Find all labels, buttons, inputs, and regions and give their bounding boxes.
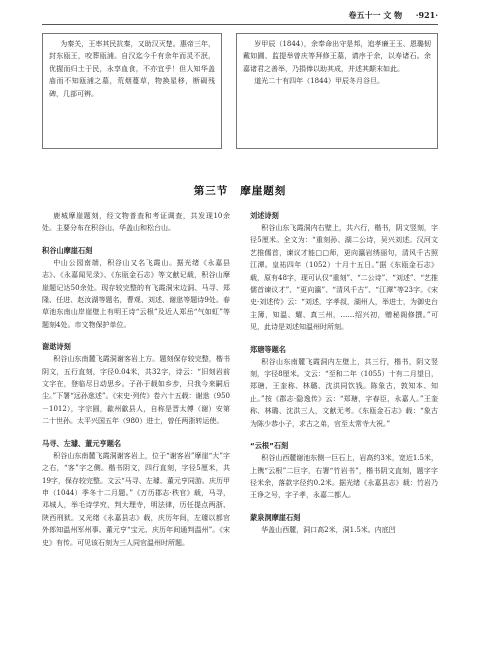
entry-title: 刘述诗刻 <box>250 211 279 220</box>
top-right-box <box>236 33 438 149</box>
right-column <box>250 210 438 536</box>
top-right-date: 道光二十有四年（1844）甲辰冬月谷旦。 <box>254 77 385 86</box>
section-number: 第三节 <box>193 185 229 197</box>
entry-text: 华盖山西麓，洞口高2米，洞1.5米。内底凹 <box>261 525 396 534</box>
running-header <box>349 10 438 21</box>
entry-title: 郑瑭等题名 <box>250 344 286 354</box>
section-heading <box>0 183 480 198</box>
section-title: 摩崖题刻 <box>240 185 287 197</box>
entry-text: 积谷山东南麓飞霞洞谢客岩上，位于“谢客岩”摩崖“大”字之右，“客”字之侧。楷书阴文，四行直刻，字径5厘米，共19字，保存较完整。文云“马寻、左璩、董元亨同游。庆历甲申（1044）季冬十二月题。”《万历郡志·秩官》载，马寻，邓城人，举毛诗学究，判大理寺，明法律，历任提点两浙、陕西刑狱。又光绪《永嘉县志》载，庆历年间，左璩以都官外郎知温州军州事。董元亨“宝元、庆历年间通判温州”。《宋史》有传。可见该石刻为三人同官温州时所题。 <box>42 451 230 547</box>
chapter-title: 卷五十一 文 物 <box>348 10 403 20</box>
entry-title: 谢逖诗刻 <box>42 342 71 352</box>
top-left-paragraph: 为秦关，王率其民抗秦，又助汉灭楚。惠帝三年，封东瓯王，咬葬瓯浦。自汉迄今千有余年而灵不泯，优握而归土于民，永享血食，不亦宜乎！但人知华盖庙而不知瓯浦之墓，荒烟蔓草，物换星移，断碣残碑，几部可辨。 <box>49 40 215 98</box>
entry-title: 蒙泉洞摩崖石刻 <box>250 512 301 522</box>
page-number: ·921· <box>415 10 438 20</box>
header-rule <box>42 24 438 25</box>
entry-text: 中山公园南端，积谷山又名飞霞山。据光绪《永嘉县志》、《永嘉闻见录》、《东瓯金石志》等文献记载，积谷山摩崖题记达50余处。现存较完整的有飞霞洞宋边洞、马寻、郑隆、任进、赵汝湖等题名，曹观、刘述、谢逖等题诗9处。春草池东南山岸崖壁上有明王诗“云根”及近人郑岳“气如虹”等题刻4处。市文物保护单位。 <box>42 258 230 329</box>
entry-title: 马寻、左璩、董元亨题名 <box>42 438 122 448</box>
left-column <box>42 210 230 549</box>
top-right-paragraph: 岁甲辰（1844），余奉命出守是邦，追孝廉王玉、恩璐韧戴如圃、监提举曾庆等拜修王墓，请序于余，以寿诸石。余嘉诸君之善举，乃捐俸以助其成，并述其颠末如此。 <box>243 40 431 73</box>
entry-text: 积谷山西麓谢池东侧一巨石上，岩高约3米，宽近1.5米，上镌“云根”二巨字，右署“竹岩书”，楷书阴文直刻，题字字径米余，落款字径约0.2米。据光绪《永嘉县志》载：竹岩乃王诤之号，字子孝，永嘉二都人。 <box>250 454 438 500</box>
entry-title: 积谷山摩崖石刻 <box>42 245 93 255</box>
top-left-box <box>42 33 222 149</box>
entry-text: 积谷山东南麓飞霞洞谢客岩上方。题刻保存较完整，楷书阴文，五行直刻，字径0.04米，共32字，诗云：“旧刻岩前文字在，登临尽日动思乡。子孙于载如乡步，只我今来嗣后尘。”下署“远孙逖述”。《宋史·列传》卷六十五载：谢逖（950－1012），字宗圆，歙州歙县人，自称是晋太傅（谢）安第二十世孙。太平兴国五年（980）进士，曾任两浙转运使。 <box>42 355 230 426</box>
entry-title: “云根”石刻 <box>250 441 289 451</box>
entry-text: 积谷山东飞霞洞内右壁上，共六行，楷书，阴文竖刻，字径5厘米。全文为：“重刻孙、湖二公诗，吴兴刘述。汉河文艺推儒首，谏议才能□□师，更向瀛岩绣丽句，清风千古照江潭。皇祐四年（1052）十月十五日。”据《东瓯金石志》载，原有48字，现可认仅“重刻”、“二公诗”、“刘述”、“艺推儒首谏议才”、“更向瀛”、“清风千古”、“江潭”等23字。《宋史·刘述传》云：“刘述，字孝叔，湖州人，举进士，为御史台主簿，知温、耀、真三州，……绍兴初，赠秘阁修撰。”可见，此诗是刘述知温州时所刻。 <box>250 224 438 332</box>
entry-text: 积谷山东南麓飞霞洞内左壁上，共三行，楷书，阴文竖刻，字径8厘米。文云：“至和二年（1055）十有二月望日，郑瑭、王奎称、林璐、沈洪同饮钱。陈象古，敦知本、知止。”按《郡志·隐逸传》云：“郑瑭，字春臣，永嘉人。”王奎称、林璐、沈洪三人，文献无考。《东瓯金石志》载：“象古为陈少恭小子，求古之弟，官至太常寺大祝。” <box>250 357 438 428</box>
intro-paragraph: 鹿城摩崖题刻，经文物普查和考证调查，共发现10余处。主要分布在积谷山、华盖山和松台山。 <box>42 212 230 233</box>
